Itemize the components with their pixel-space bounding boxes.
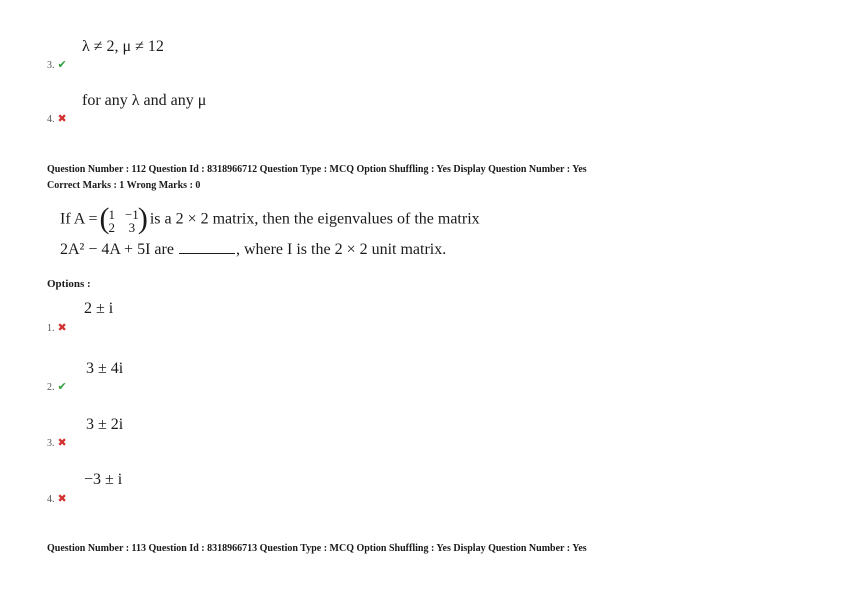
question-meta-line1: Question Number : 112 Question Id : 8318966712 Question Type : MCQ Option Shuffling : Yes Display Question Number : Yes xyxy=(47,164,587,175)
option-4-marker xyxy=(47,489,67,507)
question-text-line2-start: 2A² − 4A + 5I are xyxy=(60,241,178,258)
option-number: 2. xyxy=(47,382,55,393)
matrix-a22: 3 xyxy=(128,220,136,235)
answer-blank xyxy=(179,253,235,254)
right-paren-icon: ) xyxy=(137,202,148,235)
option-number: 1. xyxy=(47,323,55,334)
question-meta-line2: Correct Marks : 1 Wrong Marks : 0 xyxy=(47,180,201,191)
option-2-text: 3 ± 4i xyxy=(86,360,124,377)
option-4-text: −3 ± i xyxy=(84,471,123,488)
option-number: 4. xyxy=(47,114,55,125)
wrong-cross-icon: ✖ xyxy=(57,113,67,125)
question-text-line1 xyxy=(60,202,480,235)
option-4-text: for any λ and any μ xyxy=(82,92,207,109)
option-4-marker xyxy=(47,109,67,127)
question-text-line2-end: , where I is the 2 × 2 unit matrix. xyxy=(235,241,447,258)
wrong-cross-icon: ✖ xyxy=(57,493,67,505)
correct-check-icon: ✔ xyxy=(57,59,67,71)
option-3-marker xyxy=(47,55,67,73)
matrix-a12: −1 xyxy=(124,207,139,222)
matrix-a xyxy=(99,202,148,235)
left-paren-icon: ( xyxy=(99,202,110,235)
option-number: 3. xyxy=(47,438,55,449)
question-text-after-matrix: is a 2 × 2 matrix, then the eigenvalues of the matrix xyxy=(145,210,480,228)
option-number: 3. xyxy=(47,60,55,71)
matrix-a21: 2 xyxy=(108,220,115,235)
next-question-meta-line1: Question Number : 113 Question Id : 8318966713 Question Type : MCQ Option Shuffling : Yes Display Question Number : Yes xyxy=(47,543,587,554)
question-text-line2 xyxy=(60,241,446,259)
options-label: Options : xyxy=(47,278,91,290)
matrix-a11: 1 xyxy=(108,207,115,222)
option-3-text: λ ≠ 2, μ ≠ 12 xyxy=(82,38,164,55)
option-1-marker xyxy=(47,318,67,336)
option-1-text: 2 ± i xyxy=(84,300,114,317)
correct-check-icon: ✔ xyxy=(57,381,67,393)
option-2-marker xyxy=(47,377,67,395)
wrong-cross-icon: ✖ xyxy=(57,322,67,334)
option-3-text: 3 ± 2i xyxy=(86,416,124,433)
wrong-cross-icon: ✖ xyxy=(57,437,67,449)
option-3-marker xyxy=(47,433,67,451)
option-number: 4. xyxy=(47,494,55,505)
question-text-prefix: If A = xyxy=(60,210,102,228)
